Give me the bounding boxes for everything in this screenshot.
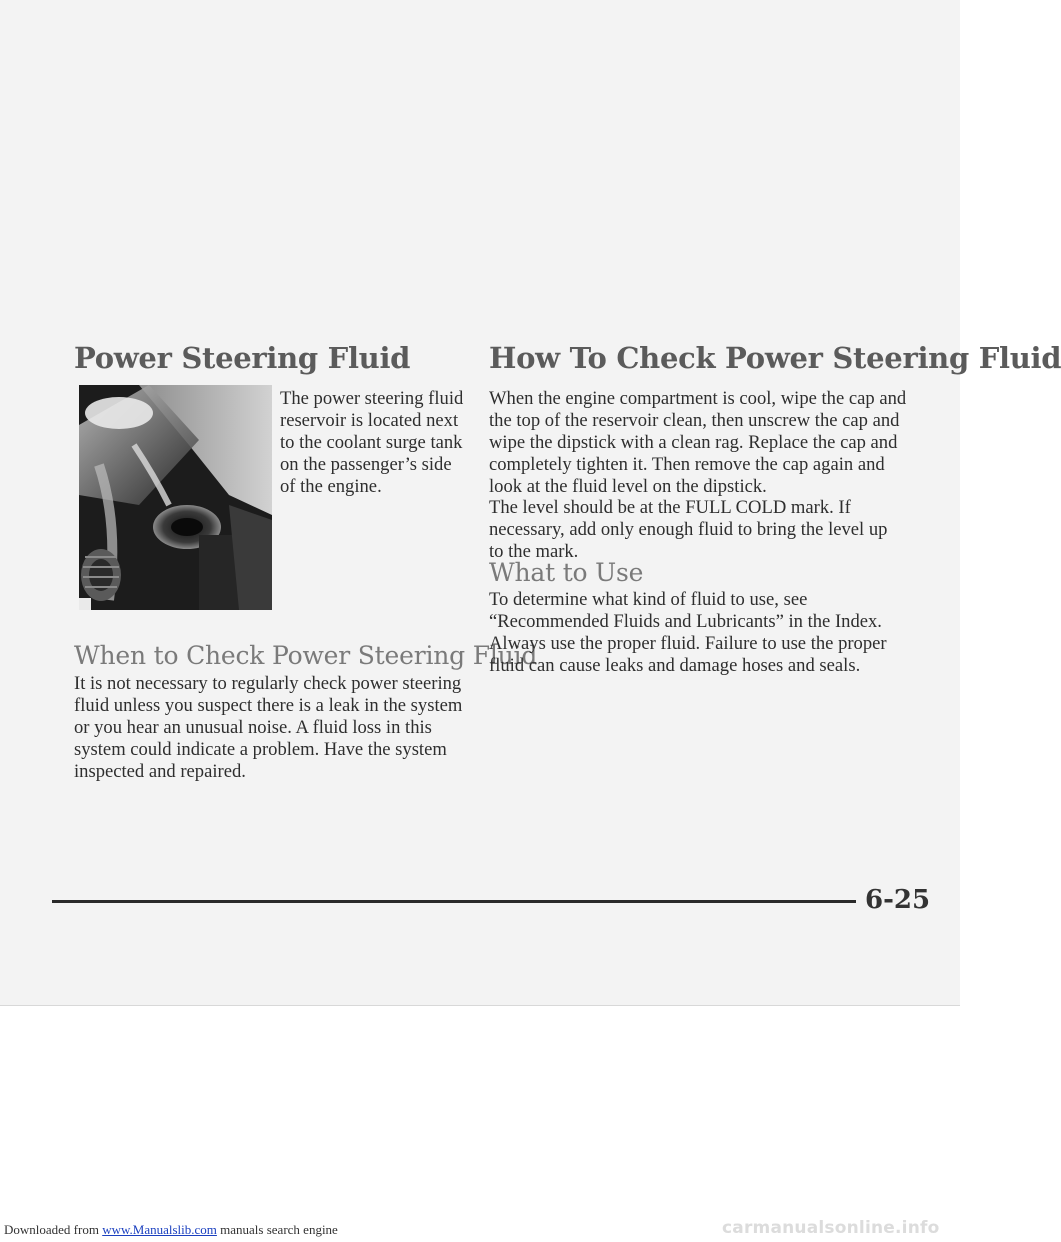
heading-what-to-use: What to Use bbox=[489, 558, 644, 587]
page-number: 6-25 bbox=[865, 885, 931, 915]
watermark-text: carmanualsonline.info bbox=[722, 1218, 940, 1238]
what-to-use-paragraph: To determine what kind of fluid to use, see “Recommended Fluids and Lubricants” in the Index. Always use the proper fluid. Failure to use the proper fluid can cause leaks and damage hoses and seals. bbox=[489, 589, 887, 676]
download-banner bbox=[4, 1222, 338, 1238]
manualslib-link[interactable]: www.Manualslib.com bbox=[102, 1222, 217, 1237]
how-to-check-paragraph-2: The level should be at the FULL COLD mark. If necessary, add only enough fluid to bring the level up to the mark. bbox=[489, 497, 888, 562]
when-to-check-paragraph: It is not necessary to regularly check power steering fluid unless you suspect there is a leak in the system or you hear an unusual noise. A fluid loss in this system could indicate a problem. Have the system inspected and repaired. bbox=[74, 673, 463, 782]
banner-prefix: Downloaded from bbox=[4, 1222, 103, 1237]
reservoir-photo-illustration bbox=[79, 385, 272, 610]
heading-how-to-check: How To Check Power Steering Fluid bbox=[489, 341, 1061, 375]
heading-when-to-check: When to Check Power Steering Fluid bbox=[74, 641, 538, 670]
heading-power-steering-fluid: Power Steering Fluid bbox=[74, 341, 411, 375]
intro-paragraph: The power steering fluid reservoir is located next to the coolant surge tank on the passenger’s side of the engine. bbox=[280, 388, 464, 497]
reservoir-photo bbox=[79, 385, 272, 610]
page-bottom-divider bbox=[0, 1005, 960, 1006]
how-to-check-paragraph-1: When the engine compartment is cool, wipe the cap and the top of the reservoir clean, then unscrew the cap and wipe the dipstick with a clean rag. Replace the cap and completely tighten it. Then remove the cap again and look at the fluid level on the dipstick. bbox=[489, 388, 907, 497]
banner-suffix: manuals search engine bbox=[216, 1222, 338, 1237]
footer-rule bbox=[52, 900, 856, 903]
